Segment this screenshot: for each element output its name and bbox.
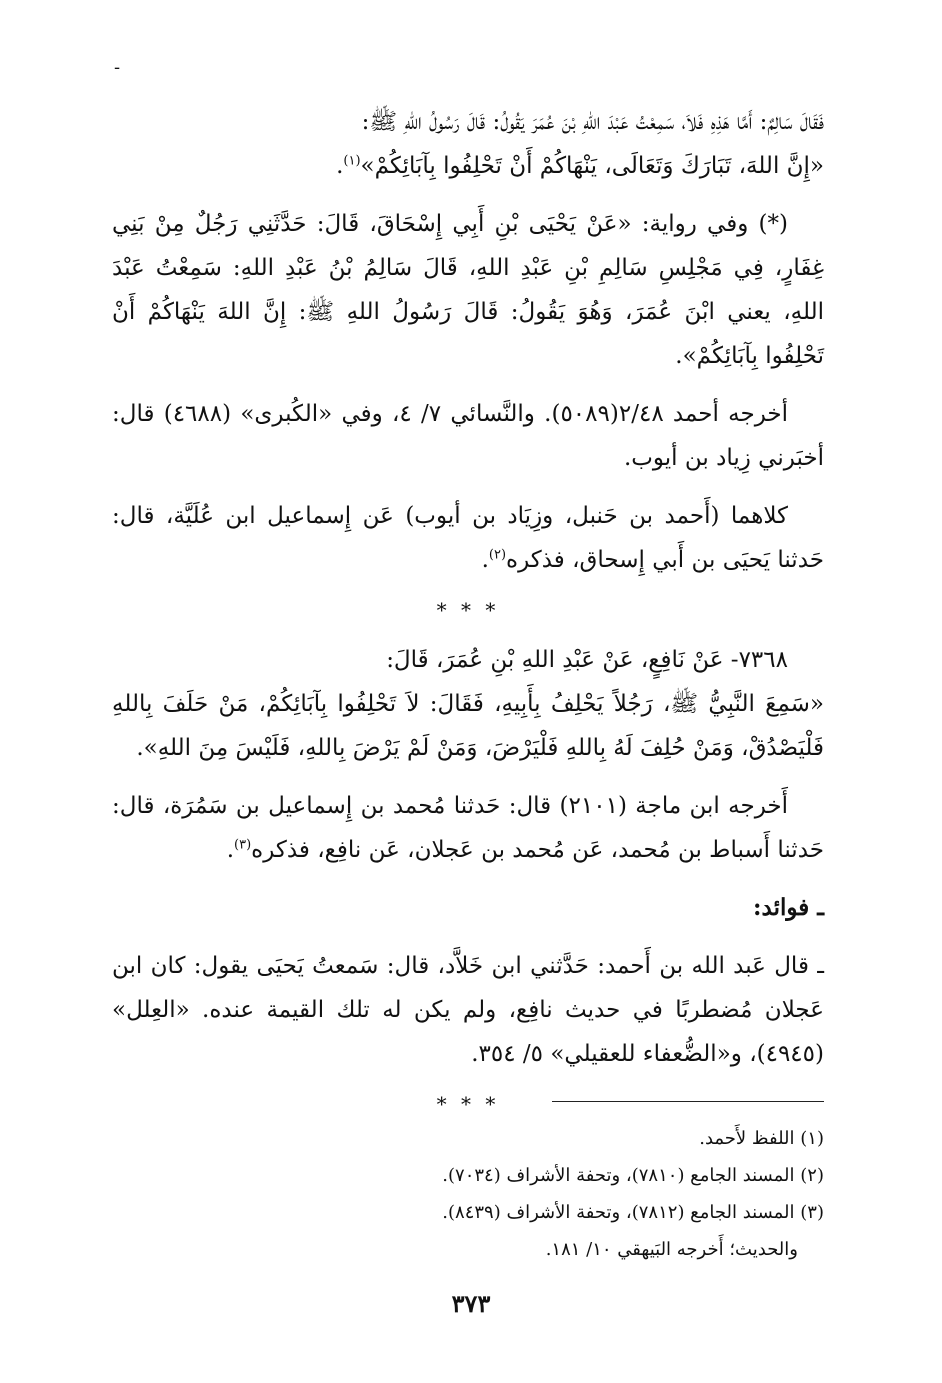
hadith-line-2-tail: . (336, 153, 344, 179)
kilahuma-text: كلاهما (أَحمد بن حَنبل، وزِيَاد بن أيوب) عَن إِسماعيل ابن عُلَيَّة، قال: حَدثنا يَحيَى بن أَبي إِسحاق، فذكره (112, 503, 824, 573)
paragraph-takhrij-ahmad: أخرجه أحمد ٢/٤٨(٥٠٨٩). والنَّسائي ٧/ ٤، وفي «الكُبرى» (٤٦٨٨) قال: أخبَرني زِياد بن أيوب. (112, 401, 824, 471)
footnote-1: (١) اللفظ لأَحمد. (699, 1128, 824, 1149)
top-mark: - (114, 57, 121, 78)
paragraph-takhrij-ibn-majah (112, 784, 824, 872)
footnote-ref-1[interactable]: (١) (343, 153, 361, 169)
footnote-3-continuation: والحديث؛ أَخرجه البَيهقي ١٠/ ١٨١. (545, 1239, 798, 1260)
hadith-line-1: فَقَالَ سَالِمٌ: أَمَّا هَذِهِ فَلاَ، سَمِعْتُ عَبْدَ اللهِ بْنَ عُمَرَ يَقُولُ: قَالَ رَسُولُ اللهِ ﷺ: (361, 109, 824, 135)
hadith-line-2: «إِنَّ اللهَ، تَبَارَكَ وَتَعَالَى، يَنْهَاكُمْ أَنْ تَحْلِفُوا بِآبَائِكُمْ» (360, 153, 824, 179)
page-number: ٣٧٣ (451, 1289, 491, 1318)
footnotes (112, 1120, 824, 1268)
ibn-majah-tail: . (226, 837, 235, 863)
paragraph-hadith-matn: «سَمِعَ النَّبِيُّ ﷺ، رَجُلاً يَحْلِفُ بِأَبِيهِ، فَقَالَ: لاَ تَحْلِفُوا بِآبَائِكُمْ، مَنْ حَلَفَ بِاللهِ فَلْيَصْدُقْ، وَمَنْ حُلِفَ لَهُ بِاللهِ فَلْيَرْضَ، وَمَنْ لَمْ يَرْضَ بِاللهِ، فَلَيْسَ مِنَ اللهِ». (112, 691, 824, 761)
footnote-3: (٣) المسند الجامع (٧٨١٢)، وتحفة الأشراف (٨٤٣٩). (442, 1202, 824, 1223)
main-text (112, 100, 824, 1132)
footnote-ref-3[interactable]: (٣) (234, 837, 252, 853)
paragraph-kilahuma (112, 494, 824, 582)
kilahuma-tail: . (481, 547, 489, 573)
section-separator: * * * (436, 598, 500, 622)
footnote-divider (552, 1101, 824, 1102)
section-separator-2: * * * (436, 1092, 500, 1116)
footnote-2: (٢) المسند الجامع (٧٨١٠)، وتحفة الأشراف (٧٠٣٤). (442, 1165, 824, 1186)
fawaid-heading: ـ فوائد: (753, 894, 824, 921)
paragraph-riwaya: (*) وفي رواية: «عَنْ يَحْيَى بْنِ أَبِي إِسْحَاقَ، قَالَ: حَدَّثَنِي رَجُلٌ مِنْ بَنِي غِفَارٍ، فِي مَجْلِسِ سَالِمِ بْنِ عَبْدِ اللهِ، قَالَ سَالِمُ بْنُ عَبْدِ اللهِ: سَمِعْتُ عَبْدَ اللهِ، يعني ابْنَ عُمَرَ، وَهُوَ يَقُولُ: قَالَ رَسُولُ اللهِ ﷺ: إِنَّ اللهَ يَنْهَاكُمْ أَنْ تَحْلِفُوا بِآبَائِكُمْ». (112, 211, 824, 369)
footnote-ref-2[interactable]: (٢) (488, 547, 507, 563)
paragraph-hadith-continuation (112, 100, 824, 188)
ibn-majah-text: أَخرجه ابن ماجة (٢١٠١) قال: حَدثنا مُحمد بن إِسماعيل بن سَمُرَة، قال: حَدثنا أَسباط بن مُحمد، عَن مُحمد بن عَجلان، عَن نافِع، فذكره (112, 793, 824, 863)
paragraph-fawaid: ـ قال عَبد الله بن أَحمد: حَدَّثني ابن خَلاَّد، قال: سَمعتُ يَحيَى يقول: كان ابن عَجلان مُضطربًا في حديث نافِع، ولم يكن له تلك القيمة عنده. «العِلل» (٤٩٤٥)، و«الضُّعفاء للعقيلي» ٥/ ٣٥٤. (112, 953, 824, 1067)
hadith-heading-7368: ٧٣٦٨- عَنْ نَافِعٍ، عَنْ عَبْدِ اللهِ بْنِ عُمَرَ، قَالَ: (386, 647, 788, 673)
